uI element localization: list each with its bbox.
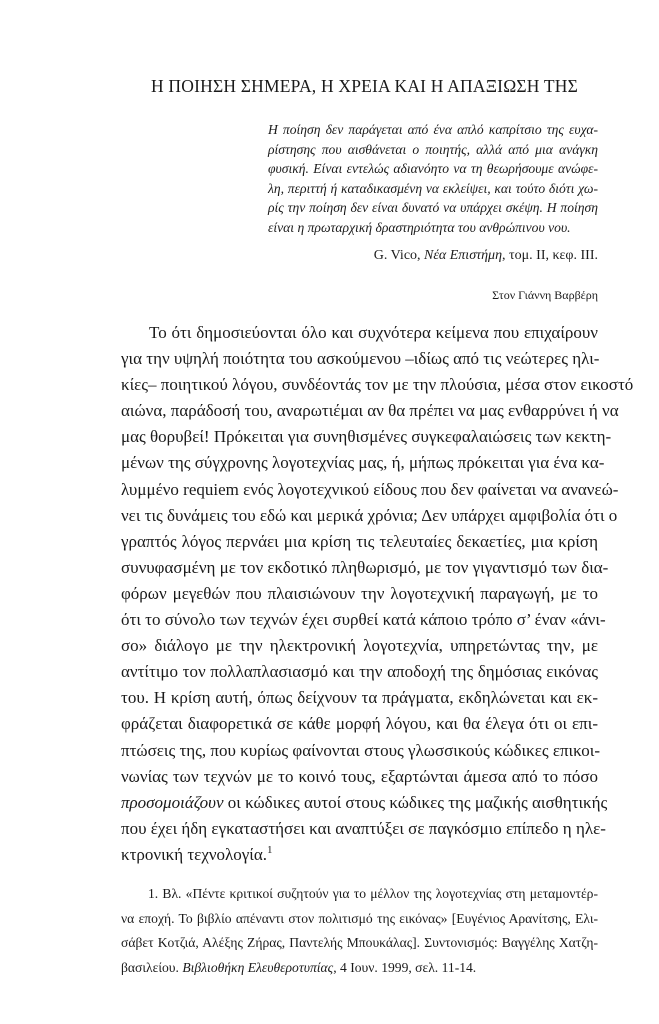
body-line: νει τις δυνάμεις του εδώ και μερικά χρόνια; Δεν υπάρχει αμφιβολία ότι ο [121, 505, 618, 525]
footnote-line: σάβετ Κοτζιά, Αλέξης Ζήρας, Παντελής Μπουκάλας]. Συντονισμός: Βαγγέλης Χατζη- [121, 935, 598, 950]
source-author: G. Vico, [373, 248, 421, 263]
epigraph-source [374, 248, 598, 264]
footnote-line [121, 956, 598, 981]
footnote-line: να εποχή. Το βιβλίο απέναντι στον πολιτισμό της εικόνας» [Ευγένιος Αρανίτσης, Ελι- [121, 910, 598, 926]
body-line: που έχει ήδη εγκαταστήσει και αναπτύξει σε παγκόσμιο επίπεδο η ηλε- [121, 818, 606, 838]
body-paragraph [121, 320, 634, 868]
body-line: συνυφασμένη με τον εκδοτικό πληθωρισμό, με τον γιγαντισμό των δια- [121, 557, 609, 577]
chapter-title: Η ΠΟΙΗΣΗ ΣΗΜΕΡΑ, Η ΧΡΕΙΑ ΚΑΙ Η ΑΠΑΞΙΩΣΗ ΤΗΣ [150, 76, 579, 96]
body-line: Το ότι δημοσιεύονται όλο και συχνότερα κείμενα που επιχαίρουν [149, 323, 598, 342]
body-line: γραπτός λόγος περνάει μια κρίση τις τελευταίες δεκαετίες, μια κρίση [121, 531, 598, 551]
source-work: Νέα Επιστήμη [424, 248, 503, 263]
body-line [121, 790, 608, 816]
body-line [121, 842, 598, 868]
footnote-source-rest: , 4 Ιουν. 1999, σελ. 11-14. [333, 959, 477, 975]
body-line: μας θορυβεί! Πρόκειται για συνηθισμένες συγκεφαλαιώσεις των κεκτη- [121, 427, 612, 447]
body-line: αντίτιμο τον πολλαπλασιασμό και την αποδοχή της δημόσιας εικόνας [121, 662, 598, 682]
body-line: φόρων μεγεθών που πλαισιώνουν την λογοτεχνική παραγωγή, με το [121, 583, 598, 603]
epigraph-line: Η ποίηση δεν παράγεται από ένα απλό καπρίτσιο της ευχα- [268, 122, 598, 137]
italic-word: προσομοιάζουν [121, 792, 224, 812]
body-line: λυμμένο requiem ενός λογοτεχνικού είδους που δεν φαίνεται να ανανεώ- [121, 479, 619, 499]
body-line: σο» διάλογο με την ηλεκτρονική λογοτεχνία, υπηρετώντας την, με [121, 636, 598, 656]
body-line-text: κτρονική τεχνολογία. [121, 844, 268, 864]
body-line: του. Η κρίση αυτή, όπως δείχνουν τα πράγματα, εκδηλώνεται και εκ- [121, 688, 598, 708]
epigraph [268, 120, 598, 238]
body-line: νωνίας των τεχνών με το κοινό τους, εξαρτώνται άμεσα από το πόσο [121, 766, 598, 786]
body-line: για την υψηλή ποιότητα του ασκούμενου –ιδίως από τις νεώτερες ηλι- [121, 349, 600, 369]
footnote [121, 882, 598, 980]
epigraph-line: φυσική. Είναι εντελώς αδιανόητο να τη θεωρήσουμε ανώφε- [268, 161, 598, 177]
footnote-ref[interactable]: 1 [267, 843, 273, 856]
body-line: μένων της σύγχρονης λογοτεχνίας μας, ή, μήπως πρόκειται για ένα κα- [121, 453, 605, 473]
epigraph-line: είναι η πρωταρχική δραστηριότητα του ανθρώπινου νου. [268, 219, 571, 235]
epigraph-line: λη, περιττή ή καταδικασμένη να εκλείψει, και τούτο διότι χω- [268, 180, 598, 196]
body-line-text: οι κώδικες αυτοί στους κώδικες της μαζικής αισθητικής [227, 792, 608, 812]
body-line: φράζεται διαφορετικά σε κάθε μορφή λόγου, και θα έλεγα ότι οι επι- [121, 714, 598, 734]
body-line: πτώσεις της, που κυρίως φαίνονται στους γλωσσικούς κώδικες επικοι- [121, 740, 601, 760]
epigraph-line: ρίς την ποίηση δεν είναι δυνατό να υπάρχει σκέψη. Η ποίηση [268, 200, 598, 216]
body-line: αιώνα, παράδοσή του, αναρωτιέμαι αν θα πρέπει να μας ενθαρρύνει ή να [121, 401, 619, 421]
epigraph-line: ρίστησης που αισθάνεται ο ποιητής, αλλά από μια ανάγκη [268, 141, 598, 157]
footnote-line-text: βασιλείου. [121, 959, 179, 975]
body-line: κίες– ποιητικού λόγου, συνδέοντάς τον με την πλούσια, μέσα στον εικοστό [121, 375, 634, 395]
footnote-source: Βιβλιοθήκη Ελευθεροτυπίας [182, 959, 334, 975]
footnote-line: 1. Βλ. «Πέντε κριτικοί συζητούν για το μέλλον της λογοτεχνίας στη μεταμοντέρ- [148, 886, 598, 901]
body-line: ότι το σύνολο των τεχνών έχει συρθεί κατά κάποιο τρόπο σ’ έναν «άνι- [121, 610, 606, 630]
source-rest: , τομ. ΙΙ, κεφ. ΙΙΙ. [502, 248, 598, 263]
dedication: Στον Γιάννη Βαρβέρη [492, 288, 598, 302]
